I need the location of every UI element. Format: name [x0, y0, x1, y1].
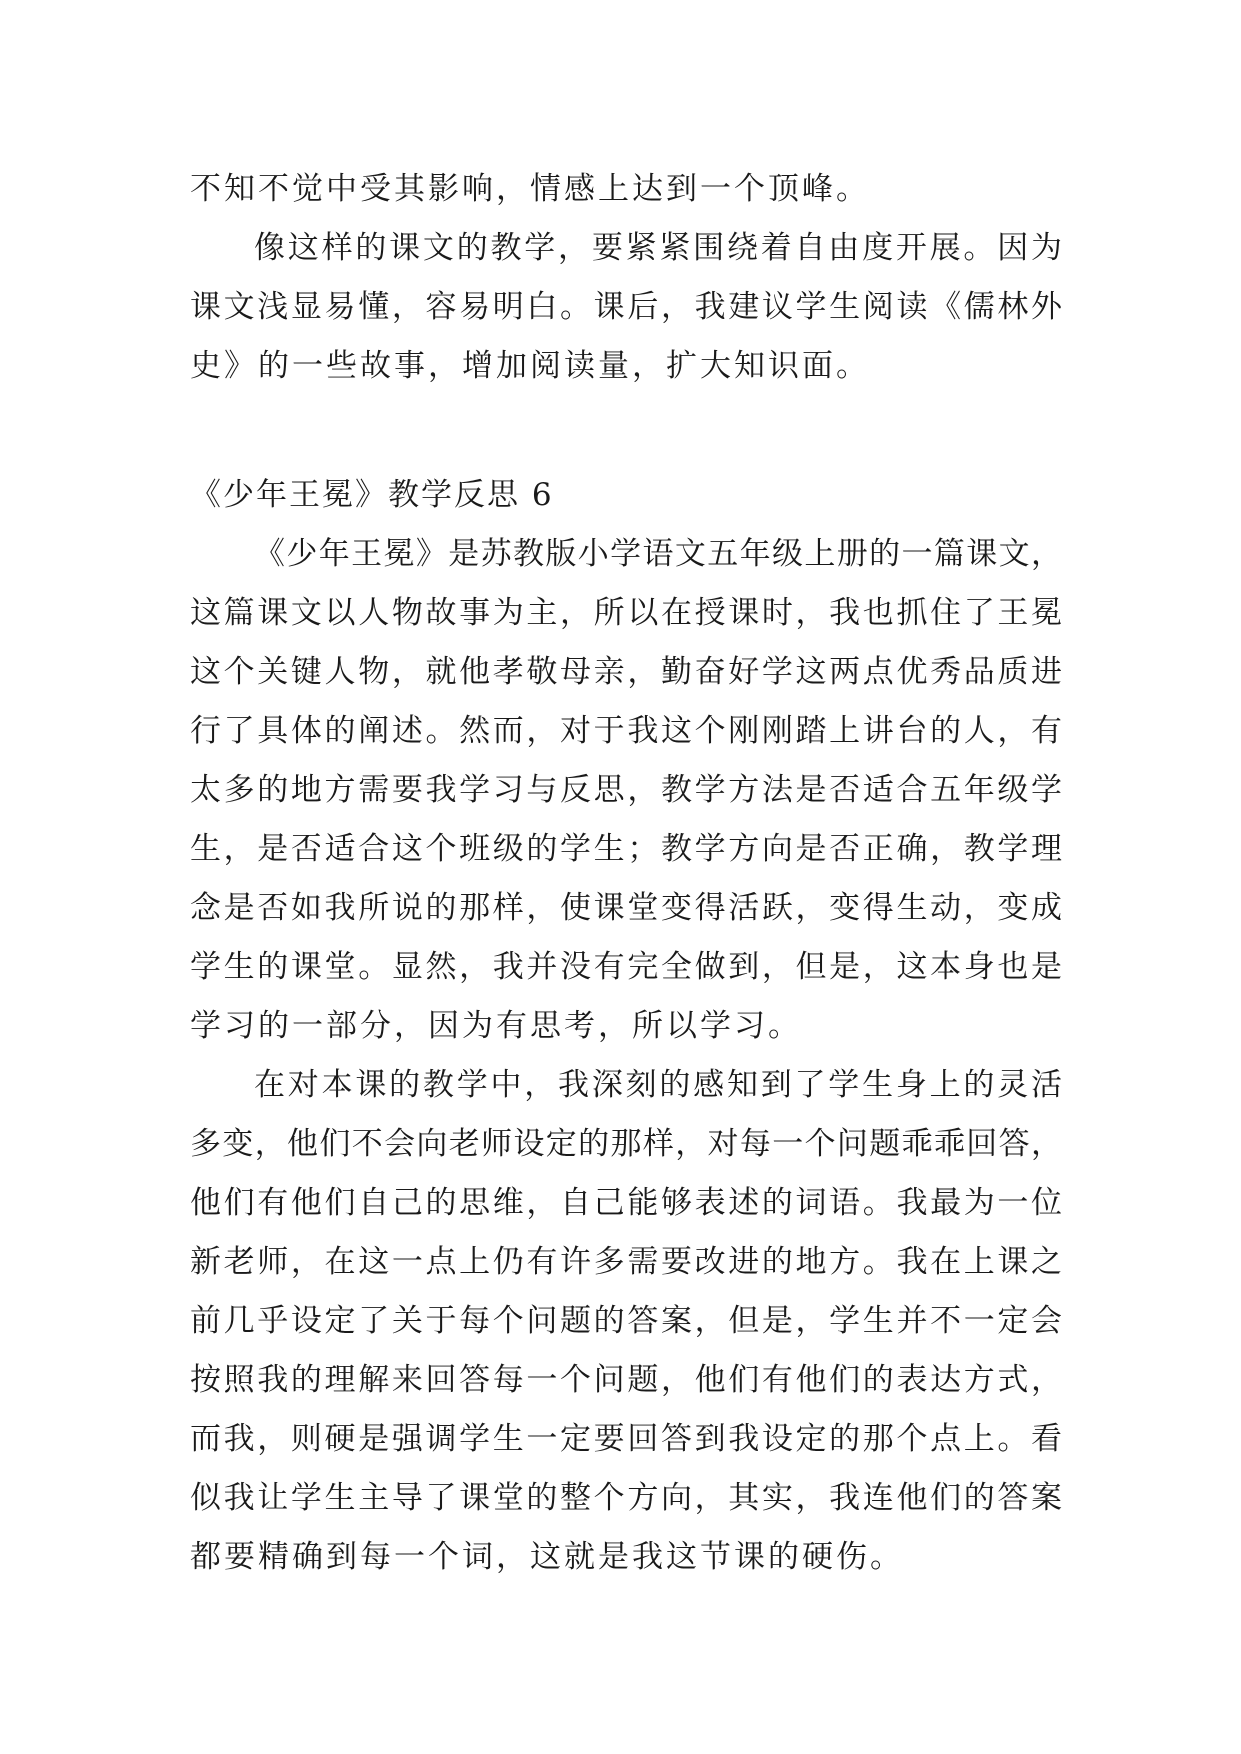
- text-line: 《少年王冕》是苏教版小学语文五年级上册的一篇课文，: [254, 536, 1062, 572]
- text-line: 按照我的理解来回答每一个问题，他们有他们的表达方式，: [190, 1362, 1062, 1398]
- text-line: 学生的课堂。显然，我并没有完全做到，但是，这本身也是: [190, 949, 1062, 985]
- text-line: 似我让学生主导了课堂的整个方向，其实，我连他们的答案: [190, 1480, 1062, 1516]
- text-line: 前几乎设定了关于每个问题的答案，但是，学生并不一定会: [190, 1303, 1062, 1339]
- document-page: [190, 160, 1062, 1587]
- paragraph-reading-suggestion: [190, 219, 1062, 396]
- paragraph-reflection-intro: [190, 525, 1062, 1056]
- text-line: 不知不觉中受其影响，情感上达到一个顶峰。: [190, 171, 870, 207]
- text-line: 多变，他们不会向老师设定的那样，对每一个问题乖乖回答，: [190, 1126, 1062, 1162]
- text-line: 太多的地方需要我学习与反思，教学方法是否适合五年级学: [190, 772, 1062, 808]
- text-line: 这个关键人物，就他孝敬母亲，勤奋好学这两点优秀品质进: [190, 654, 1062, 690]
- section-heading: 《少年王冕》教学反思 6: [190, 477, 554, 513]
- text-line: 课文浅显易懂，容易明白。课后，我建议学生阅读《儒林外: [190, 289, 1062, 325]
- text-line: 他们有他们自己的思维，自己能够表述的词语。我最为一位: [190, 1185, 1062, 1221]
- intro-paragraph: [190, 160, 1062, 219]
- text-line: 都要精确到每一个词，这就是我这节课的硬伤。: [190, 1539, 904, 1575]
- text-line: 这篇课文以人物故事为主，所以在授课时，我也抓住了王冕: [190, 595, 1062, 631]
- text-line: 史》的一些故事，增加阅读量，扩大知识面。: [190, 348, 870, 384]
- text-line: 而我，则硬是强调学生一定要回答到我设定的那个点上。看: [190, 1421, 1062, 1457]
- text-line: 生，是否适合这个班级的学生；教学方向是否正确，教学理: [190, 831, 1062, 867]
- section-spacer: [190, 396, 1062, 466]
- text-line: 行了具体的阐述。然而，对于我这个刚刚踏上讲台的人，有: [190, 713, 1062, 749]
- text-line: 在对本课的教学中，我深刻的感知到了学生身上的灵活: [254, 1067, 1062, 1103]
- text-line: 新老师，在这一点上仍有许多需要改进的地方。我在上课之: [190, 1244, 1062, 1280]
- text-line: 像这样的课文的教学，要紧紧围绕着自由度开展。因为: [254, 230, 1062, 266]
- paragraph-teaching-observation: [190, 1056, 1062, 1587]
- text-line: 学习的一部分，因为有思考，所以学习。: [190, 1008, 802, 1044]
- text-line: 念是否如我所说的那样，使课堂变得活跃，变得生动，变成: [190, 890, 1062, 926]
